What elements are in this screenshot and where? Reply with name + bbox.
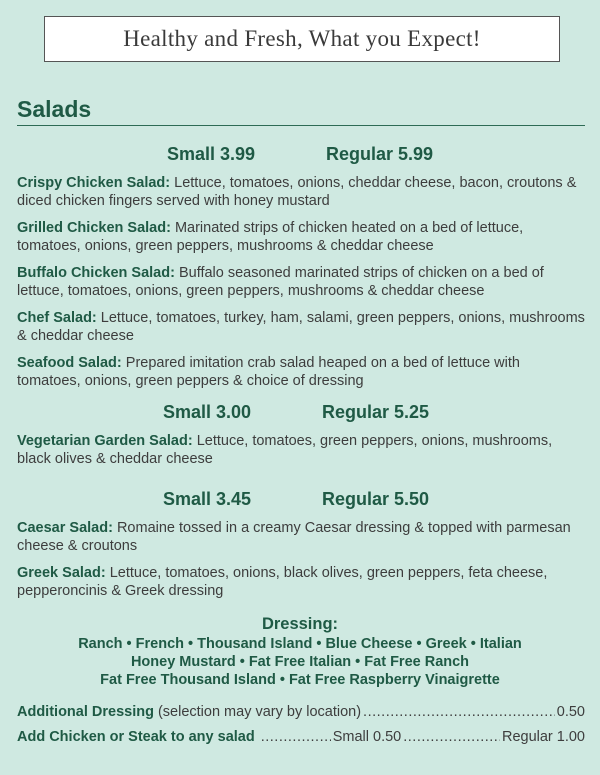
item-name: Grilled Chicken Salad: xyxy=(17,220,171,236)
item-description: Lettuce, tomatoes, turkey, ham, salami, green peppers, onions, mushrooms & cheddar cheese xyxy=(17,310,585,344)
addon-name: Additional Dressing xyxy=(17,704,154,720)
addon-regular-price: Regular 1.00 xyxy=(501,729,585,745)
item-name: Greek Salad: xyxy=(17,565,106,581)
item-name: Crispy Chicken Salad: xyxy=(17,175,171,191)
item-description: Lettuce, tomatoes, onions, black olives, green peppers, feta cheese, pepperoncinis & Greek dressing xyxy=(17,565,548,599)
item-description: Lettuce, tomatoes, green peppers, onions, mushrooms, black olives & cheddar cheese xyxy=(17,433,553,467)
dressing-list-line: Fat Free Thousand Island • Fat Free Raspberry Vinaigrette xyxy=(100,672,500,688)
dressing-list-line: Honey Mustard • Fat Free Italian • Fat Free Ranch xyxy=(130,654,470,670)
addon-price: 0.50 xyxy=(556,704,585,720)
item-name: Buffalo Chicken Salad: xyxy=(17,265,175,281)
menu-item xyxy=(17,309,587,345)
small-price: Small 3.00 xyxy=(163,402,252,422)
item-name: Seafood Salad: xyxy=(17,355,122,371)
menu-item xyxy=(17,519,587,555)
regular-price: Regular 5.99 xyxy=(326,144,434,164)
price-header-group-2 xyxy=(0,402,600,424)
item-name: Chef Salad: xyxy=(17,310,97,326)
price-header-group-3 xyxy=(0,489,600,511)
regular-price: Regular 5.50 xyxy=(322,489,430,509)
menu-item xyxy=(17,174,587,210)
regular-price: Regular 5.25 xyxy=(322,402,430,422)
menu-item xyxy=(17,219,587,255)
price-header-group-1 xyxy=(0,144,600,166)
item-description: Romaine tossed in a creamy Caesar dressing & topped with parmesan cheese & croutons xyxy=(17,520,571,554)
menu-item xyxy=(17,354,587,390)
dressing-heading: Dressing: xyxy=(261,615,339,633)
dot-leader xyxy=(403,728,500,746)
addon-additional-dressing xyxy=(17,703,585,721)
item-name: Vegetarian Garden Salad: xyxy=(17,433,193,449)
menu-item xyxy=(17,264,587,300)
section-title: Salads xyxy=(17,96,92,122)
item-description: Prepared imitation crab salad heaped on a bed of lettuce with tomatoes, onions, green peppers & choice of dressing xyxy=(17,355,520,389)
item-name: Caesar Salad: xyxy=(17,520,113,536)
small-price: Small 3.99 xyxy=(167,144,256,164)
small-price: Small 3.45 xyxy=(163,489,252,509)
menu-banner: Healthy and Fresh, What you Expect! xyxy=(44,16,560,62)
menu-item xyxy=(17,432,587,468)
dressing-section xyxy=(0,614,600,689)
item-description: Buffalo seasoned marinated strips of chicken on a bed of lettuce, tomatoes, onions, green peppers, mushrooms & cheddar cheese xyxy=(17,265,544,299)
addon-small-price: Small 0.50 xyxy=(332,729,402,745)
addon-name: Add Chicken or Steak to any salad xyxy=(17,729,255,745)
addon-note: (selection may vary by location) xyxy=(157,704,362,720)
dot-leader xyxy=(261,728,331,746)
item-description: Marinated strips of chicken heated on a bed of lettuce, tomatoes, onions, green peppers, mushrooms & cheddar cheese xyxy=(17,220,524,254)
dot-leader xyxy=(363,703,555,721)
item-description: Lettuce, tomatoes, onions, cheddar cheese, bacon, croutons & diced chicken fingers served with honey mustard xyxy=(17,175,577,209)
section-divider xyxy=(17,125,585,126)
addon-chicken-or-steak xyxy=(17,728,585,746)
dressing-list-line: Ranch • French • Thousand Island • Blue Cheese • Greek • Italian xyxy=(78,636,522,652)
menu-item xyxy=(17,564,587,600)
